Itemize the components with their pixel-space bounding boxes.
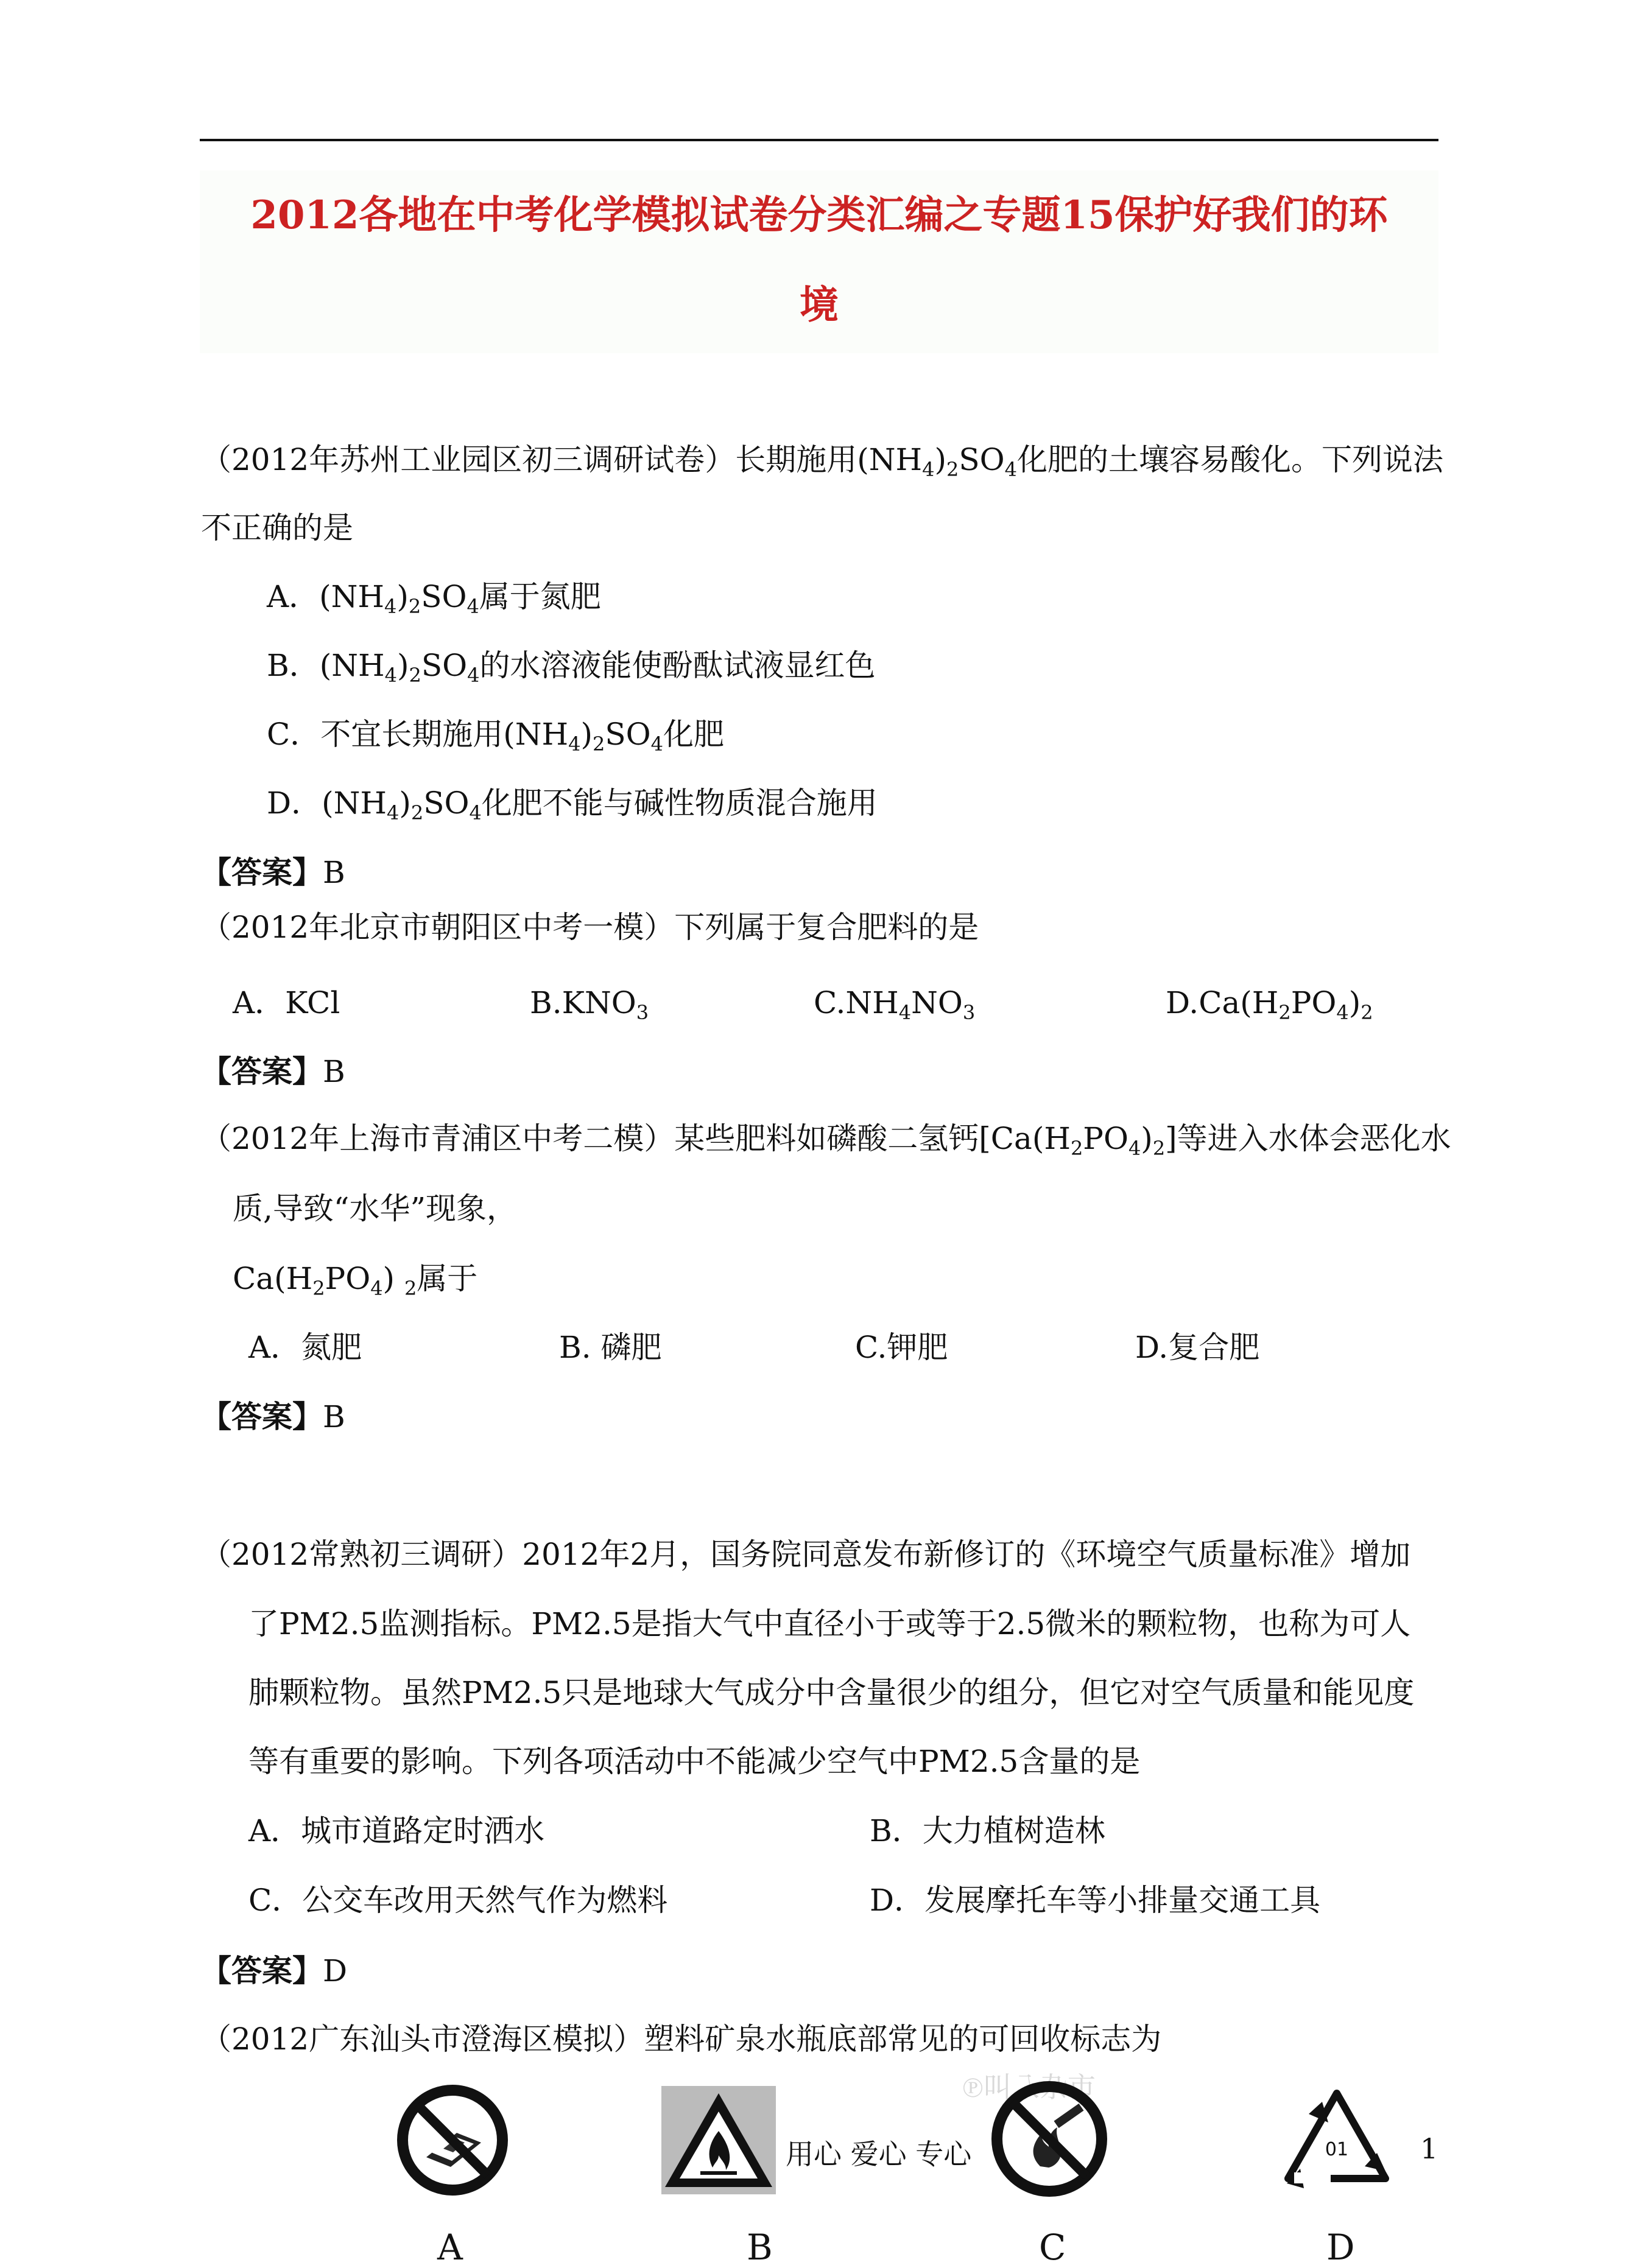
q1-option-d: D．$(NH_4)_2SO_4$化肥不能与碱性物质混合施用 bbox=[267, 785, 878, 824]
q5-stem: （2012广东汕头市澄海区模拟）塑料矿泉水瓶底部常见的可回收标志为 bbox=[201, 2021, 1162, 2057]
q4-stem-line1: （2012常熟初三调研）2012年2月，国务院同意发布新修订的《环境空气质量标准》增加 bbox=[201, 1537, 1411, 1572]
q2-option-c: $C.NH_4NO_3$ bbox=[814, 985, 976, 1024]
q1-option-c: C．不宜长期施用$(NH_4)_2SO_4$化肥 bbox=[267, 717, 724, 756]
recycling-code: 01 bbox=[1325, 2139, 1349, 2160]
recycling-symbol-icon bbox=[1270, 2081, 1404, 2203]
symbol-label-a: A bbox=[437, 2227, 463, 2268]
q4-stem-line2: 了PM2.5监测指标。PM2.5是指大气中直径小于或等于2.5微米的颗粒物，也称为可人 bbox=[248, 1606, 1411, 1641]
q4-option-a: A．城市道路定时洒水 bbox=[248, 1813, 545, 1848]
q2-stem: （2012年北京市朝阳区中考一模）下列属于复合肥料的是 bbox=[201, 910, 979, 945]
q1-stem-line2: 不正确的是 bbox=[201, 510, 353, 546]
q3-stem-line1: （2012年上海市青浦区中考二模）某些肥料如磷酸二氢钙$[Ca(H_2PO_4)_2]$等进入水体会恶化水 bbox=[201, 1121, 1451, 1160]
symbol-label-b: B bbox=[747, 2227, 773, 2268]
header-rule bbox=[200, 139, 1438, 141]
page-number: 1 bbox=[1420, 2132, 1438, 2165]
q4-option-d: D．发展摩托车等小排量交通工具 bbox=[870, 1883, 1321, 1918]
no-open-flame-icon bbox=[985, 2075, 1113, 2203]
q4-stem-line3: 肺颗粒物。虽然PM2.5只是地球大气成分中含量很少的组分，但它对空气质量和能见度 bbox=[248, 1675, 1415, 1710]
q3-option-d: D.复合肥 bbox=[1135, 1330, 1260, 1365]
q3-option-a: A．氮肥 bbox=[248, 1330, 362, 1365]
q2-answer: 【答案】B bbox=[201, 1054, 345, 1089]
symbol-label-c: C bbox=[1039, 2227, 1066, 2268]
q1-option-b: B．$(NH_4)_2SO_4$的水溶液能使酚酞试液显红色 bbox=[267, 648, 876, 687]
q2-option-d: $D.Ca(H_2PO_4)_2$ bbox=[1166, 985, 1373, 1024]
q3-option-c: C.钾肥 bbox=[855, 1330, 948, 1365]
q1-answer: 【答案】B bbox=[201, 855, 345, 890]
q4-option-c: C．公交车改用天然气作为燃料 bbox=[248, 1883, 668, 1918]
footer-watermark: 用心 爱心 专心 bbox=[786, 2138, 972, 2171]
page-title-line1: 2012各地在中考化学模拟试卷分类汇编之专题15保护好我们的环 bbox=[250, 192, 1388, 238]
q4-answer: 【答案】D bbox=[201, 1953, 348, 1989]
q2-option-b: $B.KNO_3$ bbox=[530, 985, 649, 1024]
q2-option-a: A．KCl bbox=[233, 985, 340, 1020]
q1-stem-line1: （2012年苏州工业园区初三调研试卷）长期施用$(NH_4)_2SO_4$化肥的土壤容易酸化。下列说法 bbox=[201, 442, 1443, 481]
q4-stem-line4: 等有重要的影响。下列各项活动中不能减少空气中PM2.5含量的是 bbox=[248, 1744, 1141, 1779]
flammable-warning-icon bbox=[658, 2082, 780, 2198]
watermark-faint: ℗叫乁杂市 bbox=[962, 2071, 1096, 2104]
q3-option-b: B. 磷肥 bbox=[559, 1330, 662, 1365]
q4-option-b: B．大力植树造林 bbox=[870, 1813, 1105, 1848]
symbol-label-d: D bbox=[1326, 2227, 1355, 2268]
q3-stem-line3: $Ca(H_2PO_4)$ $_2$属于 bbox=[233, 1261, 478, 1300]
q3-stem-line2: 质,导致“水华”现象， bbox=[233, 1191, 518, 1226]
q1-option-a: A．$(NH_4)_2SO_4$属于氮肥 bbox=[267, 579, 601, 618]
q3-answer: 【答案】B bbox=[201, 1399, 345, 1434]
no-littering-symbol-icon bbox=[389, 2079, 516, 2201]
page-title-line2: 境 bbox=[800, 283, 839, 328]
